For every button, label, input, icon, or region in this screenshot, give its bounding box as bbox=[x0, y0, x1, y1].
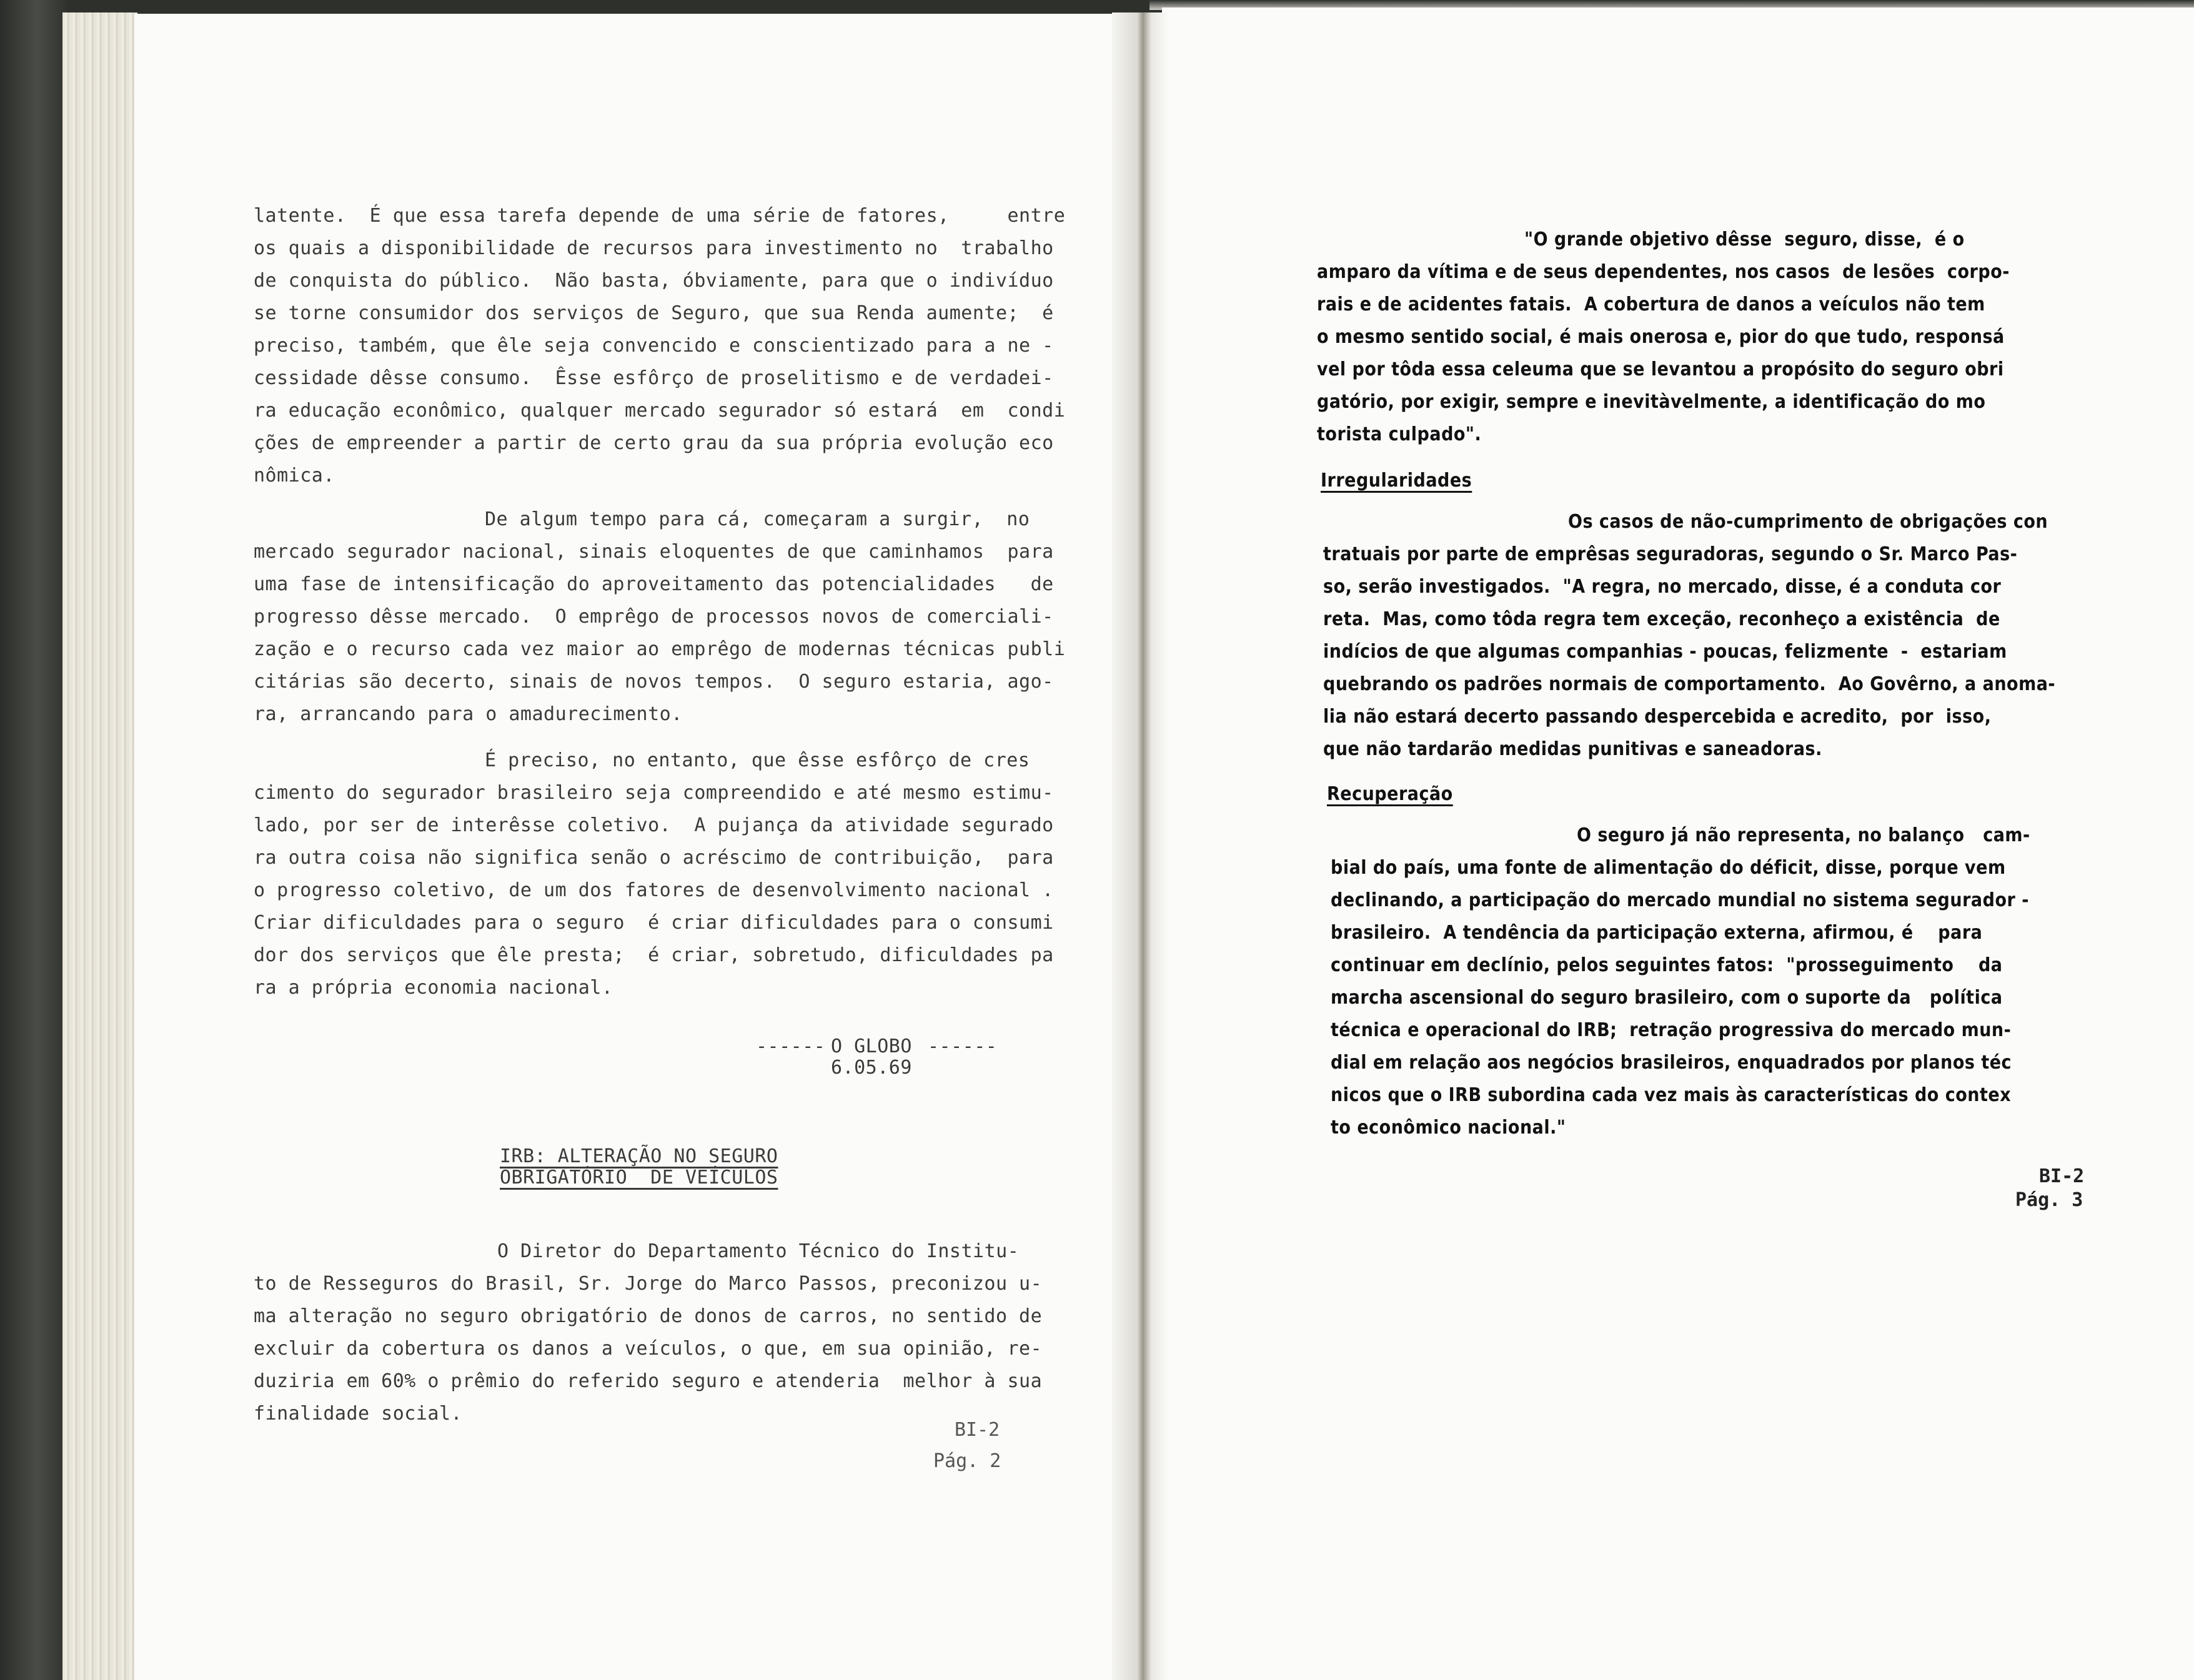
book-gutter bbox=[1112, 12, 1168, 1680]
text-line: tratuais por parte de emprêsas seguradoras, segundo o Sr. Marco Pas- bbox=[1323, 543, 2018, 565]
text-line: dor dos serviços que êle presta; é criar, sobretudo, dificuldades pa bbox=[254, 944, 1054, 966]
text-line: to econômico nacional." bbox=[1331, 1117, 1566, 1139]
text-line: lia não estará decerto passando despercebida e acredito, por isso, bbox=[1323, 706, 1992, 728]
text-line: Os casos de não-cumprimento de obrigações con bbox=[1568, 511, 2048, 533]
text-line: continuar em declínio, pelos seguintes fatos: "prosseguimento da bbox=[1331, 954, 2003, 976]
marker-code: BI-2 bbox=[2039, 1165, 2085, 1187]
text-line: nômica. bbox=[254, 465, 335, 487]
text-line: ra educação econômico, qualquer mercado segurador só estará em condi bbox=[254, 400, 1066, 422]
text-line: É preciso, no entanto, que êsse esfôrço de cres bbox=[485, 749, 1030, 771]
text-line: o progresso coletivo, de um dos fatores de desenvolvimento nacional . bbox=[254, 879, 1054, 901]
page-edges bbox=[62, 12, 137, 1680]
text-line: latente. É que essa tarefa depende de uma série de fatores, entre bbox=[254, 205, 1066, 227]
text-line: ções de empreender a partir de certo grau da sua própria evolução eco bbox=[254, 432, 1054, 454]
text-line: bial do país, uma fonte de alimentação do déficit, disse, porque vem bbox=[1331, 857, 2006, 879]
text-line: que não tardarão medidas punitivas e saneadoras. bbox=[1323, 738, 1822, 760]
text-line: marcha ascensional do seguro brasileiro, com o suporte da política bbox=[1331, 987, 2003, 1009]
text-line: vel por tôda essa celeuma que se levantou a propósito do seguro obri bbox=[1317, 358, 2004, 380]
text-line: rais e de acidentes fatais. A cobertura de danos a veículos não tem bbox=[1317, 294, 1985, 315]
text-line: o mesmo sentido social, é mais onerosa e, pior do que tudo, responsá bbox=[1317, 326, 2005, 348]
text-line: ra, arrancando para o amadurecimento. bbox=[254, 703, 683, 725]
text-line: O Diretor do Departamento Técnico do Institu- bbox=[497, 1240, 1020, 1262]
text-line: ma alteração no seguro obrigatório de donos de carros, no sentido de bbox=[254, 1305, 1043, 1327]
text-line: dial em relação aos negócios brasileiros, enquadrados por planos téc bbox=[1331, 1052, 2012, 1074]
text-line: De algum tempo para cá, começaram a surgir, no bbox=[485, 508, 1030, 530]
text-line: so, serão investigados. "A regra, no mercado, disse, é a conduta cor bbox=[1323, 576, 2002, 598]
text-line: ra a própria economia nacional. bbox=[254, 977, 613, 999]
subheading-recuperacao: Recuperação bbox=[1327, 783, 1453, 805]
text-line: quebrando os padrões normais de comportamento. Ao Govêrno, a anoma- bbox=[1323, 673, 2056, 695]
text-line: "O grande objetivo dêsse seguro, disse, é o bbox=[1524, 229, 1965, 250]
text-line: técnica e operacional do IRB; retração progressiva do mercado mun- bbox=[1331, 1019, 2012, 1041]
text-line: gatório, por exigir, sempre e inevitàvelmente, a identificação do mo bbox=[1317, 391, 1986, 413]
source-date: 6.05.69 bbox=[831, 1057, 912, 1079]
text-line: ra outra coisa não significa senão o acréscimo de contribuição, para bbox=[254, 847, 1054, 869]
text-line: nicos que o IRB subordina cada vez mais às características do contex bbox=[1331, 1084, 2012, 1106]
text-line: cimento do segurador brasileiro seja compreendido e até mesmo estimu- bbox=[254, 782, 1054, 804]
text-line: O seguro já não representa, no balanço cam- bbox=[1577, 824, 2030, 846]
text-line: os quais a disponibilidade de recursos para investimento no trabalho bbox=[254, 237, 1054, 259]
text-line: progresso dêsse mercado. O emprêgo de processos novos de comerciali- bbox=[254, 606, 1054, 628]
text-line: reta. Mas, como tôda regra tem exceção, reconheço a existência de bbox=[1323, 608, 2000, 630]
text-line: finalidade social. bbox=[254, 1403, 463, 1425]
text-line: indícios de que algumas companhias - poucas, felizmente - estariam bbox=[1323, 641, 2007, 663]
text-line: preciso, também, que êle seja convencido e conscientizado para a ne - bbox=[254, 335, 1054, 357]
heading-line-2: OBRIGATÓRIO DE VEÍCULOS bbox=[500, 1167, 778, 1188]
text-line: de conquista do público. Não basta, óbviamente, para que o indivíduo bbox=[254, 270, 1054, 292]
text-line: mercado segurador nacional, sinais eloquentes de que caminhamos para bbox=[254, 541, 1054, 563]
page-number: Pág. 3 bbox=[2015, 1189, 2083, 1211]
heading-line-1: IRB: ALTERAÇÃO NO SEGURO bbox=[500, 1145, 778, 1167]
subheading-irregularidades: Irregularidades bbox=[1321, 470, 1472, 492]
text-line: se torne consumidor dos serviços de Seguro, que sua Renda aumente; é bbox=[254, 302, 1054, 324]
text-line: citárias são decerto, sinais de novos tempos. O seguro estaria, ago- bbox=[254, 671, 1054, 693]
marker-code: BI-2 bbox=[955, 1419, 1000, 1441]
text-line: uma fase de intensificação do aproveitamento das potencialidades de bbox=[254, 573, 1054, 595]
text-line: torista culpado". bbox=[1317, 423, 1482, 445]
page-number: Pág. 2 bbox=[933, 1450, 1001, 1472]
text-line: amparo da vítima e de seus dependentes, nos casos de lesões corpo- bbox=[1317, 261, 2010, 283]
text-line: duziria em 60% o prêmio do referido seguro e atenderia melhor à sua bbox=[254, 1370, 1043, 1392]
text-line: Criar dificuldades para o seguro é criar dificuldades para o consumi bbox=[254, 912, 1054, 934]
text-line: excluir da cobertura os danos a veículos, o que, em sua opinião, re- bbox=[254, 1338, 1043, 1360]
text-line: lado, por ser de interêsse coletivo. A pujança da atividade segurado bbox=[254, 814, 1054, 836]
text-line: brasileiro. A tendência da participação externa, afirmou, é para bbox=[1331, 922, 1983, 944]
source-left-dashes: ------ bbox=[756, 1035, 826, 1057]
text-line: to de Resseguros do Brasil, Sr. Jorge do Marco Passos, preconizou u- bbox=[254, 1273, 1043, 1295]
text-line: cessidade dêsse consumo. Êsse esfôrço de proselitismo e de verdadei- bbox=[254, 367, 1054, 389]
source-right-dashes: ------ bbox=[928, 1035, 998, 1057]
text-line: declinando, a participação do mercado mundial no sistema segurador - bbox=[1331, 889, 2029, 911]
source-name: O GLOBO bbox=[831, 1035, 912, 1057]
text-line: zação e o recurso cada vez maior ao emprêgo de modernas técnicas publi bbox=[254, 638, 1066, 660]
